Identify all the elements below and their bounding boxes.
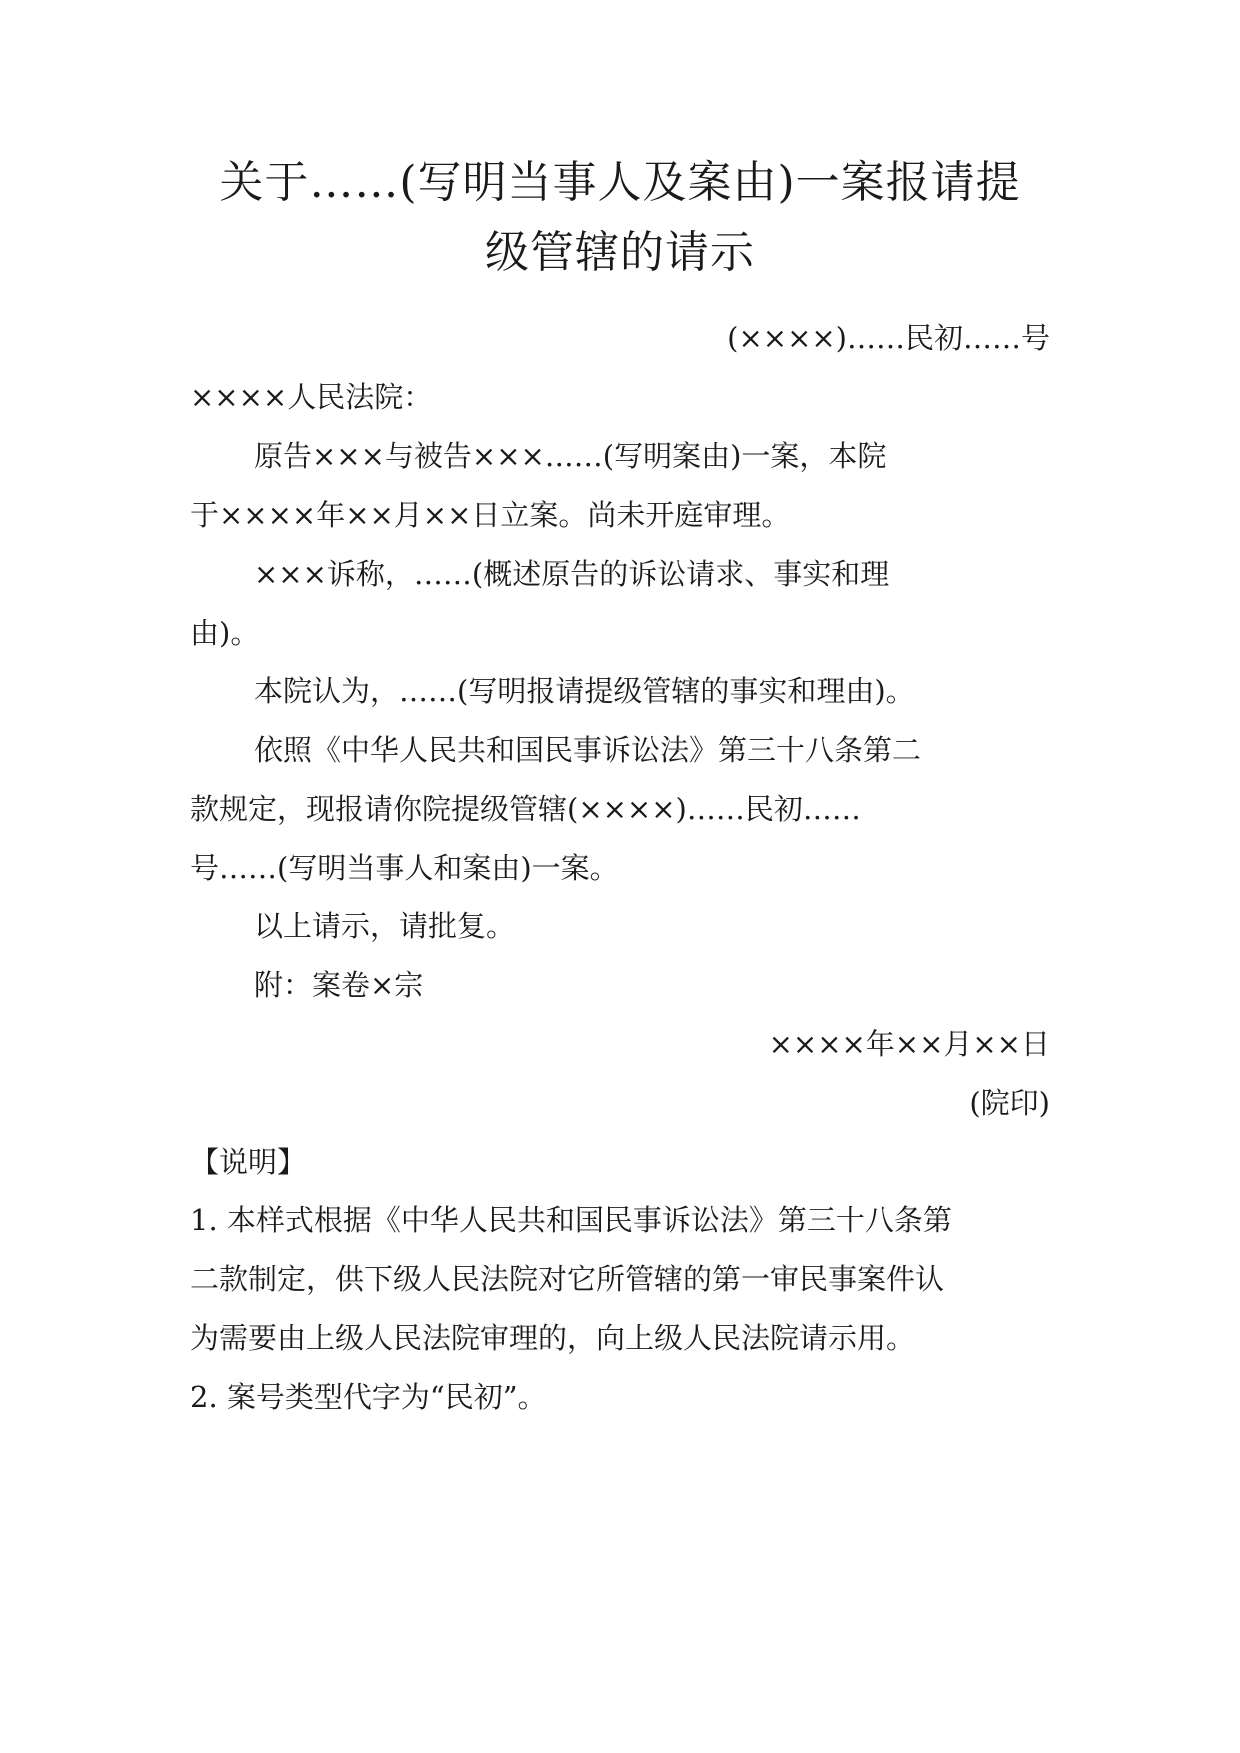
case-number: (××××)……民初……号 — [727, 321, 1050, 355]
title-line-1: 关于……(写明当事人及案由)一案报请提 — [219, 157, 1021, 208]
paragraph-1-line-1: 原告×××与被告×××……(写明案由)一案，本院 — [254, 439, 887, 473]
document-page — [190, 0, 1050, 1753]
notes-heading: 【说明】 — [190, 1145, 307, 1179]
court-seal-note: (院印) — [969, 1086, 1050, 1120]
document-title — [190, 148, 1050, 288]
title-line-2: 级管辖的请示 — [485, 227, 755, 278]
note-1-line-3: 为需要由上级人民法院审理的，向上级人民法院请示用。 — [190, 1321, 916, 1355]
note-2: 2. 案号类型代字为“民初”。 — [190, 1380, 547, 1414]
paragraph-1-line-2: 于××××年××月××日立案。尚未开庭审理。 — [190, 498, 791, 532]
paragraph-4-line-1: 依照《中华人民共和国民事诉讼法》第三十八条第二 — [254, 733, 922, 767]
attachment-line: 附：案卷×宗 — [254, 968, 424, 1002]
paragraph-3: 本院认为，……(写明报请提级管辖的事实和理由)。 — [254, 674, 915, 708]
note-1-line-1: 1. 本样式根据《中华人民共和国民事诉讼法》第三十八条第 — [190, 1203, 952, 1237]
addressee: ××××人民法院： — [190, 380, 433, 414]
note-1-line-2: 二款制定，供下级人民法院对它所管辖的第一审民事案件认 — [190, 1262, 945, 1296]
document-date: ××××年××月××日 — [768, 1027, 1050, 1061]
paragraph-4-line-3: 号……(写明当事人和案由)一案。 — [190, 851, 619, 885]
paragraph-2-line-2: 由)。 — [190, 616, 260, 650]
paragraph-4-line-2: 款规定，现报请你院提级管辖(××××)……民初…… — [190, 792, 861, 826]
paragraph-2-line-1: ×××诉称，……(概述原告的诉讼请求、事实和理 — [254, 557, 890, 591]
paragraph-5: 以上请示，请批复。 — [254, 909, 516, 943]
